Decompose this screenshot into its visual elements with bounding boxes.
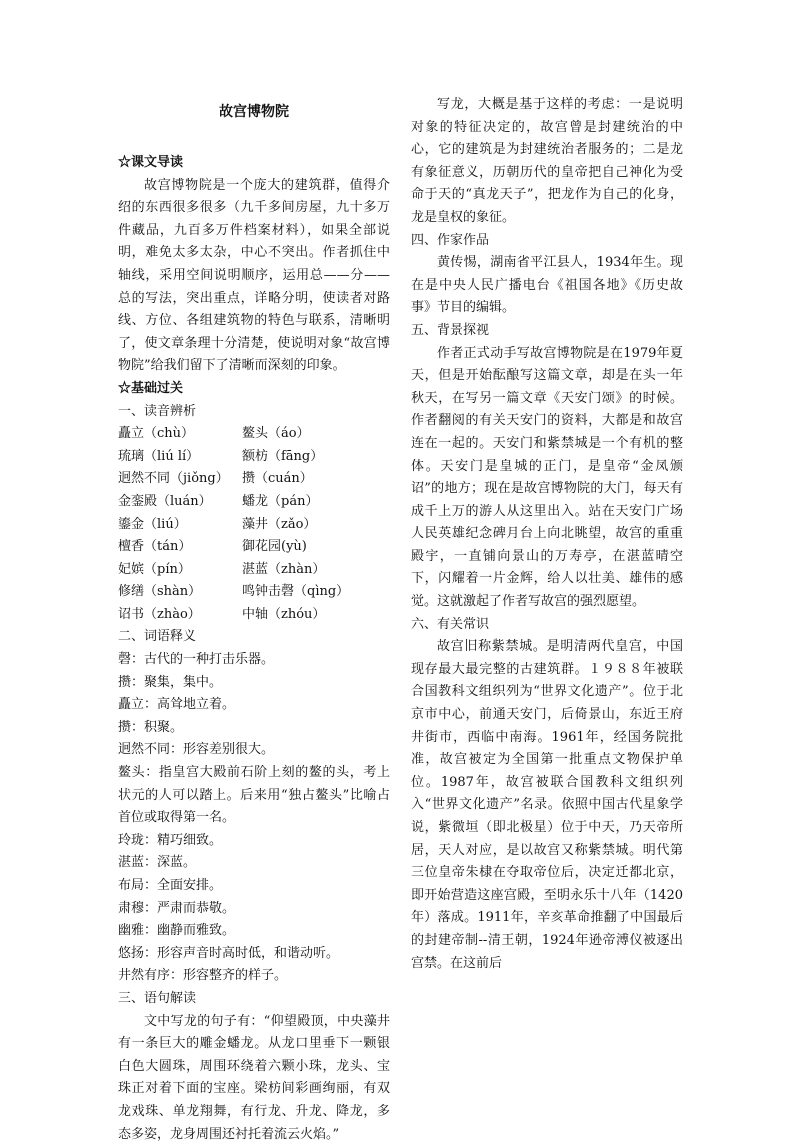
pronunciation-row <box>118 446 390 469</box>
vocabulary-item: 幽雅：幽静而雅致。 <box>118 923 236 939</box>
pronunciation-term: 湛蓝（zhàn） <box>242 561 326 577</box>
section-5-heading: 五、背景探视 <box>411 322 490 338</box>
right-column <box>411 94 683 975</box>
vocabulary-item: 磬：古代的一种打击乐器。 <box>118 652 275 668</box>
pronunciation-row <box>118 514 390 537</box>
pronunciation-term: 檀香（tán） <box>118 539 192 555</box>
vocabulary-item: 玲珑：精巧细致。 <box>118 832 223 848</box>
pronunciation-row <box>118 604 390 627</box>
pronunciation-term: 藻井（zǎo） <box>242 516 317 532</box>
pronunciation-list <box>118 423 390 626</box>
pronunciation-term: 鳌头（áo） <box>242 426 310 442</box>
vocabulary-item: 矗立：高耸地立着。 <box>118 697 236 713</box>
section-6-paragraph: 故宫旧称紫禁城。是明清两代皇宫，中国现存最大最完整的古建筑群。１９８８年被联合国教科文组织列为“世界文化遗产”。位于北京市中心，前通天安门，后倚景山，东近王府井街市，西临中南海。1961年，经国务院批准，故宫被定为全国第一批重点文物保护单位。1987年，故宫被联合国教科文组织列入“世界文化遗产”名录。依照中国古代星象学说，紫微垣（即北极星）位于中天，乃天帝所居，天人对应，是以故宫又称紫禁城。明代第三位皇帝朱棣在夺取帝位后，决定迁都北京，即开始营造这座宫殿，至明永乐十八年（1420年）落成。1911年，辛亥革命推翻了中国最后的封建帝制--清王朝，1924年逊帝溥仪被逐出宫禁。在这前后 <box>411 639 683 971</box>
pronunciation-term: 额枋（fāng） <box>242 448 324 464</box>
section-3-paragraph-1: 文中写龙的句子有：“仰望殿顶，中央藻井有一条巨大的雕金蟠龙。从龙口里垂下一颗银白色大圆珠，周围环绕着六颗小珠，龙头、宝珠正对着下面的宝座。梁枋间彩画绚丽，有双龙戏珠、单龙翔舞，有行龙、升龙、降龙，多态多姿，龙身周围还衬托着流云火焰。” <box>118 1013 390 1142</box>
vocabulary-item: 悠扬：形容声音时高时低，和谐动听。 <box>118 945 340 961</box>
section-3-heading: 三、语句解读 <box>118 990 197 1006</box>
section-2-heading: 二、词语释义 <box>118 629 197 645</box>
pronunciation-term: 金銮殿（luán） <box>118 493 212 509</box>
basic-heading: ☆基础过关 <box>118 380 184 396</box>
pronunciation-row <box>118 423 390 446</box>
pronunciation-term: 鎏金（liú） <box>118 516 187 532</box>
pronunciation-term: 妃嫔（pín） <box>118 561 191 577</box>
pronunciation-term: 蟠龙（pán） <box>242 493 319 509</box>
vocabulary-item: 布局：全面安排。 <box>118 878 223 893</box>
pronunciation-term: 诏书（zhào） <box>118 606 201 622</box>
pronunciation-term: 鸣钟击磬（qìng） <box>242 584 350 600</box>
vocabulary-list <box>118 649 390 988</box>
pronunciation-term: 迥然不同（jiǒng） <box>118 471 229 487</box>
pronunciation-term: 修缮（shàn） <box>118 584 202 600</box>
pronunciation-row <box>118 536 390 559</box>
pronunciation-term: 攒（cuán） <box>242 471 313 487</box>
pronunciation-term: 琉璃（liú lí） <box>118 448 200 464</box>
section-1-heading: 一、读音辨析 <box>118 403 197 419</box>
vocabulary-item: 湛蓝：深蓝。 <box>118 855 197 871</box>
pronunciation-term: 矗立（chù） <box>118 426 195 442</box>
section-3-paragraph-2: 写龙，大概是基于这样的考虑：一是说明对象的特征决定的，故宫曾是封建统治的中心，它的建筑是为封建统治者服务的；二是龙有象征意义，历朝历代的皇帝把自己神化为受命于天的“真龙天子”，把龙作为自己的化身，龙是皇权的象征。 <box>411 97 683 225</box>
pronunciation-row <box>118 491 390 514</box>
vocabulary-item: 攒：积聚。 <box>118 719 184 735</box>
pronunciation-row <box>118 581 390 604</box>
vocabulary-item: 攒：聚集，集中。 <box>118 674 223 690</box>
pronunciation-row <box>118 468 390 491</box>
section-5-paragraph: 作者正式动手写故宫博物院是在1979年夏天，但是开始酝酿写这篇文章，却是在头一年秋天，在写另一篇文章《天安门颂》的时候。作者翻阅的有关天安门的资料，大都是和故宫连在一起的。天安门和紫禁城是一个有机的整体。天安门是皇城的正门，是皇帝“金凤颁诏”的地方；现在是故宫博物院的大门，每天有成千上万的游人从这里出入。站在天安门广场人民英雄纪念碑月台上向北眺望，故宫的重重殿宇，一直铺向景山的万寿亭，在湛蓝晴空下，闪耀着一片金辉，给人以壮美、雄伟的感觉。这就激起了作者写故宫的强烈愿望。 <box>411 345 683 610</box>
pronunciation-row <box>118 559 390 582</box>
vocabulary-item: 迥然不同：形容差别很大。 <box>118 742 275 758</box>
vocabulary-item: 井然有序：形容整齐的样子。 <box>118 968 288 984</box>
vocabulary-item: 鳌头：指皇宫大殿前石阶上刻的鳌的头，考上状元的人可以踏上。后来用“独占鳌头”比喻占首位或取得第一名。 <box>118 765 390 826</box>
vocabulary-item: 肃穆：严肃而恭敬。 <box>118 900 236 916</box>
section-6-heading: 六、有关常识 <box>411 616 490 632</box>
intro-paragraph: 故宫博物院是一个庞大的建筑群，值得介绍的东西很多很多（九千多间房屋，九十多万件藏品，九百多万件档案材料），如果全部说明，难免太多太杂，中心不突出。作者抓住中轴线，采用空间说明顺序，运用总——分——总的写法，突出重点，详略分明，使读者对路线、方位、各组建筑物的特色与联系，清晰明了，使文章条理十分清楚，使说明对象“故宫博物院”给我们留下了清晰而深刻的印象。 <box>118 177 390 374</box>
pronunciation-term: 御花园(yù) <box>242 539 307 555</box>
section-4-paragraph: 黄传惕，湖南省平江县人，1934年生。现在是中央人民广播电台《祖国各地》《历史故事》节目的编辑。 <box>411 255 683 316</box>
intro-heading: ☆课文导读 <box>118 155 184 170</box>
left-column <box>118 94 390 1146</box>
page-title: 故宫博物院 <box>219 104 289 120</box>
section-4-heading: 四、作家作品 <box>411 232 490 248</box>
pronunciation-term: 中轴（zhóu） <box>242 606 326 622</box>
